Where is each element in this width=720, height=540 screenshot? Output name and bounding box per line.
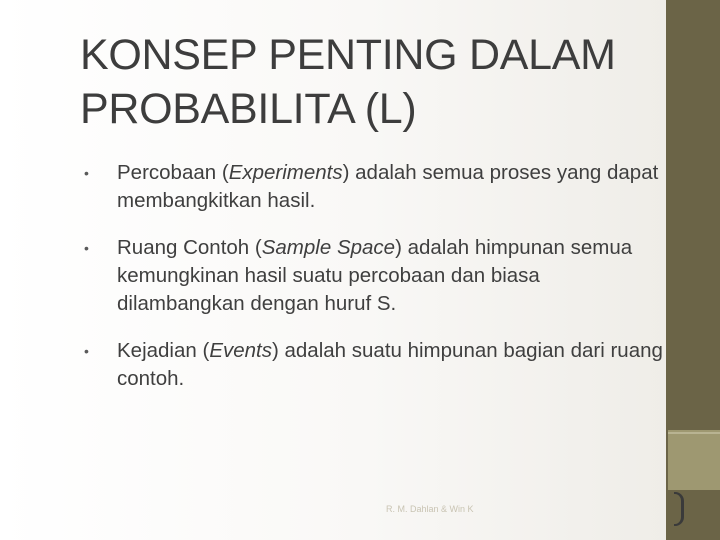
page-number-bracket-icon: [674, 492, 684, 526]
bullet-list: [80, 159, 670, 412]
bullet-text-before: Percobaan (: [117, 161, 229, 184]
bullet-text-after: ) adalah himpunan semua kemungkinan hasil suatu percobaan dan biasa dilambangkan dengan huruf S.: [117, 236, 633, 315]
bullet-text: [117, 159, 670, 215]
bullet-text-before: Kejadian (: [117, 339, 210, 362]
slide-footer: R. M. Dahlan & Win K: [386, 504, 474, 514]
slide-title-line-2: PROBABILITA (L): [80, 85, 417, 133]
right-accent-panel-light: [668, 430, 720, 490]
bullet-icon: •: [84, 343, 89, 359]
bullet-text: [117, 337, 670, 393]
bullet-item-experiments: [80, 159, 670, 215]
bullet-text: [117, 234, 670, 318]
bullet-text-after: ) adalah suatu himpunan bagian dari ruang contoh.: [117, 339, 663, 390]
slide-title: [80, 28, 660, 136]
bullet-icon: •: [84, 240, 89, 256]
bullet-text-italic: Events: [209, 339, 272, 362]
bullet-text-after: ) adalah semua proses yang dapat membangkitkan hasil.: [117, 161, 659, 212]
bullet-text-before: Ruang Contoh (: [117, 236, 262, 259]
bullet-text-italic: Experiments: [228, 161, 343, 184]
panel-divider: [668, 432, 720, 434]
bullet-icon: •: [84, 165, 89, 181]
bullet-item-sample-space: [80, 234, 670, 318]
bullet-item-events: [80, 337, 670, 393]
slide-title-line-1: KONSEP PENTING DALAM: [80, 31, 616, 79]
bullet-text-italic: Sample Space: [261, 236, 396, 259]
